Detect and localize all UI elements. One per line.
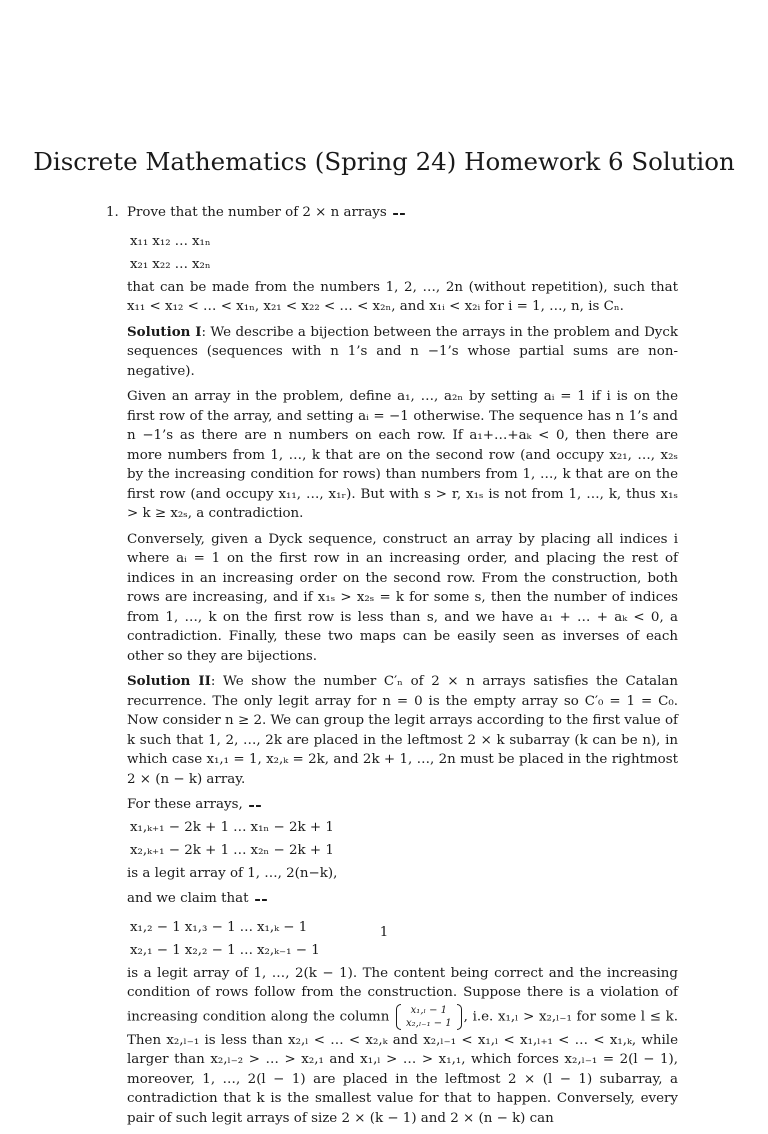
solution-2-label: Solution II — [127, 673, 211, 689]
problem-text-b: that can be made from the numbers 1, 2, …, 2n (without repetition), such that x₁₁ < x₁₂ < … < x₁ₙ, x₂₁ < x₂₂ < … < x₂ₙ, and x₁ᵢ < x₂ᵢ for i = 1, …, n, is Cₙ. — [127, 279, 678, 314]
left-array-text: is a legit array of 1, …, 2(k − 1). The content being correct and the increasing condition of rows follow from the construction. Suppose there is a violation of increasing condition along the column — [127, 965, 678, 1024]
right-array-tail: is a legit array of 1, …, 2(n−k), — [127, 865, 338, 881]
solution-1-forward: Given an array in the problem, define a₁, …, a₂ₙ by setting aᵢ = 1 if i is on the first row of the array, and setting aᵢ = −1 otherwise. The sequence has n 1’s and n −1’s as there are n numbers on each row. If a₁+…+aₖ < 0, then there are more numbers from 1, …, k that are on the second row (and occupy x₂₁, …, x₂ₛ by the increasing condition for rows) than numbers from 1, …, k that are on the first row (and occupy x₁₁, …, x₁ᵣ). But with s > r, x₁ₛ is not from 1, …, k, thus x₁ₛ > k ≥ x₂ₛ, a contradiction. — [127, 389, 678, 521]
solution-2-intro — [127, 672, 678, 789]
problem-text-a: Prove that the number of 2 × n arrays — [127, 205, 387, 220]
problem-statement — [106, 203, 678, 223]
solution-1-intro — [127, 323, 678, 382]
left-array-continuation: , i.e. x₁,ₗ > x₂,ₗ₋₁ for some l ≤ k. Then x₂,ₗ₋₁ is less than x₂,ₗ < … < x₂,ₖ and x₂,ₗ₋₁ < x₁,ₗ < x₁,ₗ₊₁ < … < x₁,ₖ, while larger than x₂,ₗ₋₂ > … > x₂,₁ and x₁,ₗ > … > x₁,₁, which forces x₂,ₗ₋₁ = 2(l − 1), moreover, 1, …, 2(l − 1) are placed in the leftmost 2 × (l − 1) subarray, a contradiction that k is the smallest value for that to happen. Conversely, every pair of such legit arrays of size 2 × (k − 1) and 2 × (n − k) can — [127, 1009, 678, 1126]
solution-1-label: Solution I — [127, 323, 202, 340]
problem-number: 1. — [106, 205, 119, 220]
matrix-row-2: x₂₁ x₂₂ … x₂ₙ — [130, 257, 211, 272]
column-vector: x₁,ₗ − 1 x₂,ₗ₋₁ − 1 — [396, 1004, 462, 1030]
page-number: 1 — [379, 925, 389, 940]
matrix-row-1: x₁₁ x₁₂ … x₁ₙ — [130, 233, 211, 249]
page-title: Discrete Mathematics (Spring 24) Homework 6 Solution — [33, 147, 735, 176]
solution-2-right-array — [127, 795, 678, 815]
solution-2-text: : We show the number C′ₙ of 2 × n arrays satisfies the Catalan recurrence. The only legit array for n = 0 is the empty array so C′₀ = 1 = C₀. Now consider n ≥ 2. We can group the legit arrays according to the first value of k such that 1, 2, …, 2k are placed in the leftmost 2 × k subarray (k can be n), in which case x₁,₁ = 1, x₂,ₖ = 2k, and 2k + 1, …, 2n must be placed in the rightmost 2 × (n − k) array. — [127, 674, 678, 787]
solution-1-converse: Conversely, given a Dyck sequence, construct an array by placing all indices i where aᵢ = 1 on the first row in an increasing order, and placing the rest of indices in an increasing order on the second row. From the construction, both rows are increasing, and if x₁ₛ > x₂ₛ = k for some s, then the number of indices from 1, …, k on the first row is less than s, and we have a₁ + … + aₖ < 0, a contradiction. Finally, these two maps can be easily seen as inverses of each other so they are bijections. — [127, 531, 678, 664]
left-array-lead: and we claim that — [127, 891, 249, 906]
solution-2-left-array — [127, 889, 678, 909]
right-array-lead: For these arrays, — [127, 797, 243, 812]
solution-1-text: : We describe a bijection between the arrays in the problem and Dyck sequences (sequences with n 1’s and n −1’s whose partial sums are non-negative). — [127, 324, 678, 379]
problem-1-body: 1. Prove that the number of 2 × n arrays x₁₁ x₁₂ … x₁ₙ x₂₁ x₂₂ … x₂ₙ that can be made from the numbers 1, 2, …, 2n (without repetition), such that x₁₁ < x₁₂ < … < x₁ₙ, x₂₁ < x₂₂ < … < x₂ₙ, and x₁ᵢ < x₂ᵢ for i = 1, …, n, is Cₙ. Solution I: We describe a bijection between the arrays in the problem and Dyck sequences (sequences with n 1’s and n −1’s whose partial sums are non-negative). Given an array in the problem, define a₁, …, a₂ₙ by setting aᵢ = 1 if i is on the first row of the array, and setting aᵢ = −1 otherwise. The sequence has n 1’s and n −1’s as there are n numbers on each row. If a₁+…+aₖ < 0, then there are more numbers from 1, …, k that are on the second row (and occupy x₂₁, …, x₂ₛ by the increasing condition for rows) than numbers from 1, …, k that are on the first row (and occupy x₁₁, …, x₁ᵣ). But with s > r, x₁ₛ is not from 1, …, k, thus x₁ₛ > k ≥ x₂ₛ, a contradiction. Conversely, given a Dyck sequence, construct an array by placing all indices i where aᵢ = 1 on the first row in an increasing order, and placing the rest of indices in an increasing order on the second row. From the construction, both rows are increasing, and if x₁ₛ > x₂ₛ = k for some s, then the number of indices from 1, …, k on the first row is less than s, and we have a₁ + … + aₖ < 0, a contradiction. Finally, these two maps can be easily seen as inverses of each other so they are bijections. Solution II: We show the number C′ₙ of 2 × n arrays satisfies the Catalan recurrence. The only legit array for n = 0 is the empty array so C′₀ = 1 = C₀. Now consider n ≥ 2. We can group the legit arrays according to the first value of k such that 1, 2, …, 2k are placed in the leftmost 2 × k subarray (k can be n), in which case x₁,₁ = 1, x₂,ₖ = 2k, and 2k + 1, …, 2n must be placed in the rightmost 2 × (n − k) array. For these arrays, x₁,ₖ₊₁ − 2k + 1 … x₁ₙ − 2k + 1 x₂,ₖ₊₁ − 2k + 1 … x₂ₙ − 2k + 1 is a legit array of 1, …, 2(n−k), and we claim that x₁,₂ − 1 x₁,₃ − 1 … x₁,ₖ − 1 x₂,₁ − 1 x₂,₂ − 1 … x₂,ₖ₋₁ − 1 is a legit array of 1, …, 2(k − 1). The content being correct and the increasing condition of rows follow from the construction. Suppose there is a violation of increasing condition along the column x₁,ₗ − 1 x₂,ₗ₋₁ − 1 , i.e. x₁,ₗ > x₂,ₗ₋₁ for some l ≤ k. Then x₂,ₗ₋₁ is less than x₂,ₗ < … < x₂,ₖ and x₂,ₗ₋₁ < x₁,ₗ < x₁,ₗ₊₁ < … < x₁,ₖ, while larger than x₂,ₗ₋₂ > … > x₂,₁ and x₁,ₗ > … > x₁,₁, which forces x₂,ₗ₋₁ = 2(l − 1), moreover, 1, …, 2(l − 1) are placed in the leftmost 2 × (l − 1) subarray, a contradiction that k is the smallest value for that to happen. Conversely, every pair of such legit arrays of size 2 × (k − 1) and 2 × (n − k) can — [106, 205, 678, 1126]
